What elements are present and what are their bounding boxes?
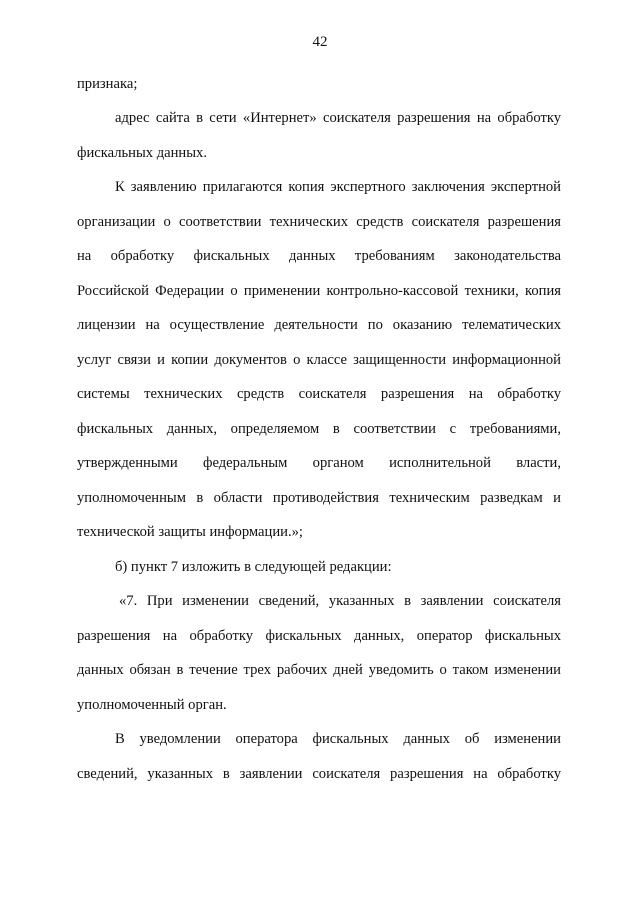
text-line: адрес сайта в сети «Интернет» соискателя разрешения на обработку bbox=[115, 110, 561, 126]
page-number: 42 bbox=[312, 34, 328, 50]
text-line: Российской Федерации о применении контрольно-кассовой техники, копия bbox=[77, 283, 561, 299]
text-line: фискальных данных. bbox=[77, 145, 207, 161]
text-line: сведений, указанных в заявлении соискателя разрешения на обработку bbox=[77, 766, 561, 782]
text-line: разрешения на обработку фискальных данных, оператор фискальных bbox=[77, 628, 561, 644]
text-line: технической защиты информации.»; bbox=[77, 524, 303, 540]
text-line: услуг связи и копии документов о классе защищенности информационной bbox=[77, 352, 561, 368]
text-line: уполномоченным в области противодействия техническим разведкам и bbox=[77, 490, 561, 506]
text-line: на обработку фискальных данных требованиям законодательства bbox=[77, 248, 561, 264]
text-line: утвержденными федеральным органом исполнительной власти, bbox=[77, 455, 561, 471]
text-line: системы технических средств соискателя разрешения на обработку bbox=[77, 386, 561, 402]
text-line: признака; bbox=[77, 76, 138, 92]
text-line: уполномоченный орган. bbox=[77, 697, 227, 713]
text-line: «7. При изменении сведений, указанных в заявлении соискателя bbox=[119, 593, 561, 609]
text-line: В уведомлении оператора фискальных данных об изменении bbox=[115, 731, 561, 747]
text-line: данных обязан в течение трех рабочих дней уведомить о таком изменении bbox=[77, 662, 561, 678]
text-line: организации о соответствии технических средств соискателя разрешения bbox=[77, 214, 561, 230]
text-line: лицензии на осуществление деятельности по оказанию телематических bbox=[77, 317, 561, 333]
text-line: б) пункт 7 изложить в следующей редакции: bbox=[115, 559, 392, 575]
text-line: К заявлению прилагаются копия экспертного заключения экспертной bbox=[115, 179, 561, 195]
text-line: фискальных данных, определяемом в соответствии с требованиями, bbox=[77, 421, 561, 437]
